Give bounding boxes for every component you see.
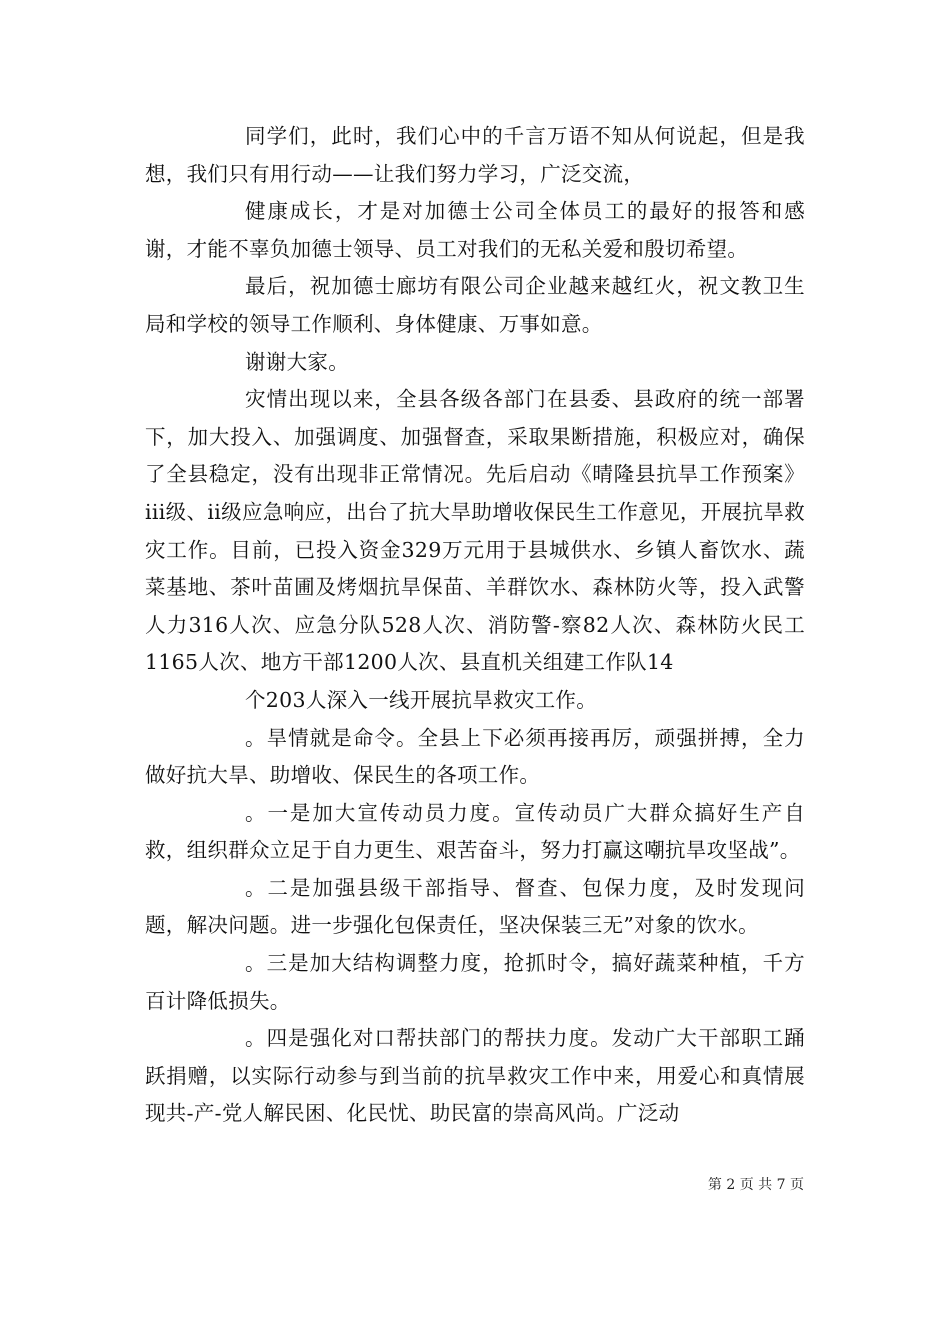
paragraph-point-one: 。一是加大宣传动员力度。宣传动员广大群众搞好生产自救，组织群众立足于自力更生、艰苦奋斗，努力打赢这嘲抗旱攻坚战”。 (145, 800, 805, 863)
paragraph-closing-wishes: 最后，祝加德士廊坊有限公司企业越来越红火，祝文教卫生局和学校的领导工作顺利、身体健康、万事如意。 (145, 274, 805, 336)
paragraph-thanks: 谢谢大家。 (245, 349, 349, 374)
paragraph-classmates: 同学们，此时，我们心中的千言万语不知从何说起，但是我想，我们只有用行动——让我们努力学习，广泛交流， (145, 124, 805, 186)
paragraph-point-four: 。四是强化对口帮扶部门的帮扶力度。发动广大干部职工踊跃捐赠，以实际行动参与到当前的抗旱救灾工作中来，用爱心和真情展现共-产-党人解民困、化民忧、助民富的崇高风尚。广泛动 (145, 1026, 805, 1126)
paragraph-disaster-situation: 灾情出现以来，全县各级各部门在县委、县政府的统一部署下，加大投入、加强调度、加强督查，采取果断措施，积极应对，确保了全县稳定，没有出现非正常情况。先后启动《晴隆县抗旱工作预案》iii级、ii级应急响应，出台了抗大旱助增收保民生工作意见，开展抗旱救灾工作。目前，已投入资金329万元用于县城供水、乡镇人畜饮水、蔬菜基地、茶叶苗圃及烤烟抗旱保苗、羊群饮水、森林防火等，投入武警人力316人次、应急分队528人次、消防警-察82人次、森林防火民工1165人次、地方干部1200人次、县直机关组建工作队14 (145, 387, 805, 675)
paragraph-point-two: 。二是加强县级干部指导、督查、包保力度，及时发现问题，解决问题。进一步强化包保责任，坚决保装三无”对象的饮水。 (145, 875, 805, 938)
paragraph-healthy-growth: 健康成长，才是对加德士公司全体员工的最好的报答和感谢，才能不辜负加德士领导、员工对我们的无私关爱和殷切希望。 (145, 199, 805, 261)
document-body (145, 118, 805, 1133)
paragraph-point-three: 。三是加大结构调整力度，抢抓时令，搞好蔬菜种植，千方百计降低损失。 (145, 951, 805, 1013)
paragraph-drought-command: 。旱情就是命令。全县上下必须再接再厉，顽强拼搏，全力做好抗大旱、助增收、保民生的各项工作。 (145, 725, 805, 788)
paragraph-work-team: 个203人深入一线开展抗旱救灾工作。 (245, 687, 598, 712)
page-number-footer: 第 2 页 共 7 页 (707, 1177, 804, 1193)
